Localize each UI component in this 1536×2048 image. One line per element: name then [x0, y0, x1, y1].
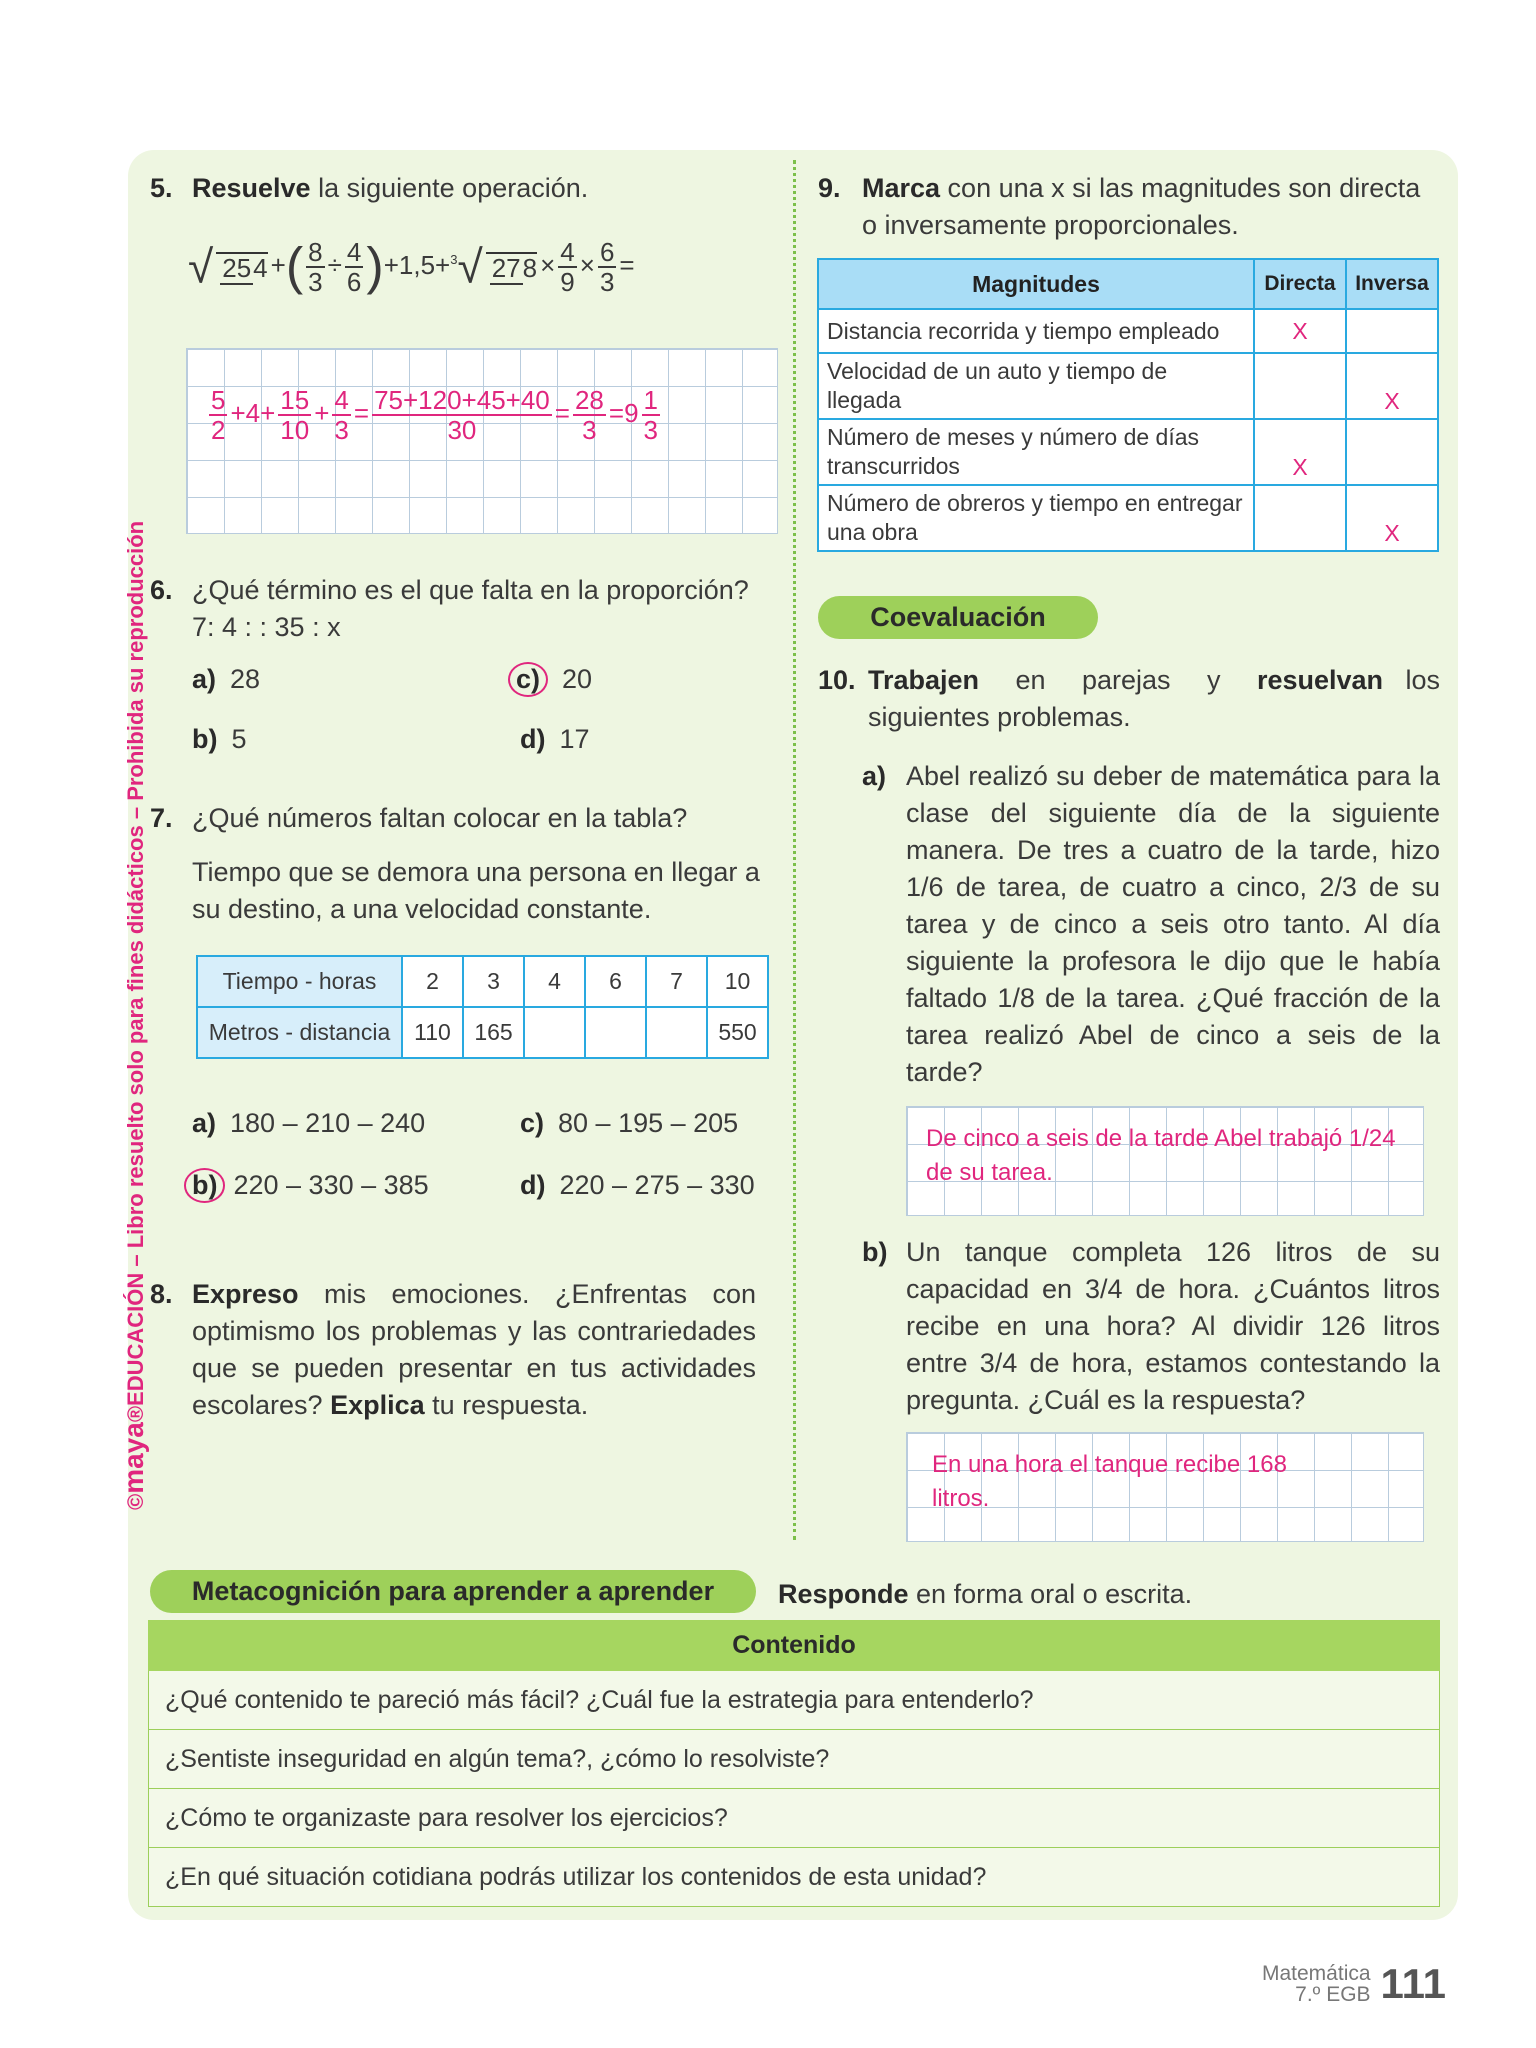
table-row: Distancia recorrida y tiempo empleado X — [818, 309, 1438, 353]
question-10: 10. Trabajen en parejas y resuelvan los siguientes problemas. — [818, 665, 1440, 732]
q6-option-c[interactable]: c) 20 — [508, 662, 592, 697]
page-footer: Matemática 7.º EGB 111 — [1262, 1960, 1446, 2007]
q5-answer: $\frac{5}{2}$ +4+ $\frac{15}{10}$ + $\frac{4}{3}$ = $\frac{75+120+45+40}{30}$ = $\frac{28}{3}$ =9 $\frac{1}{3}$ — [211, 385, 658, 445]
page-number: 111 — [1380, 1960, 1446, 2007]
magnitudes-table — [817, 258, 1439, 552]
question-8: 8. Expreso mis emociones. ¿Enfrentas con optimismo los problemas y las contrariedades que se pueden presentar en tus actividades escolares? Explica tu respuesta. — [150, 1279, 756, 1420]
q10-part-a: a) Abel realizó su deber de matemática para la clase del siguiente día de la siguiente manera. De tres a cuatro de la tarde, hizo 1/6 de tarea, de cuatro a cinco, 2/3 de su tarea y de cinco a seis otro tanto. Al día siguiente la profesora le dijo que le había faltado 1/8 de la tarea. ¿Qué fracción de la tarea realizó Abel de cinco a seis de la tarde? — [862, 761, 1440, 1087]
q7-option-a[interactable]: a) 180 – 210 – 240 — [192, 1108, 426, 1138]
mark-cell[interactable]: X — [1346, 353, 1438, 419]
side-copyright: ©maya®EDUCACIÓN – Libro resuelto solo para fines didácticos – Prohibida su reproducción — [118, 520, 149, 1510]
table-row: ¿Qué contenido te pareció más fácil? ¿Cuál fue la estrategia para entenderlo? — [149, 1671, 1440, 1730]
content-table — [148, 1620, 1440, 1907]
mark-cell[interactable]: X — [1346, 485, 1438, 551]
metacognition-pill: Metacognición para aprender a aprender — [150, 1570, 756, 1613]
q7-option-b[interactable]: b) 220 – 330 – 385 — [184, 1168, 429, 1203]
mark-cell[interactable] — [1346, 309, 1438, 353]
q6-option-b[interactable]: b) 5 — [192, 724, 247, 754]
mark-cell[interactable] — [1346, 419, 1438, 485]
question-5: 5. Resuelve la siguiente operación. — [150, 173, 589, 203]
column-divider — [793, 160, 796, 1540]
mark-cell[interactable]: X — [1254, 309, 1346, 353]
table-row: Metros - distancia 110 165 550 — [197, 1007, 768, 1058]
table-row: Tiempo - horas 2 3 4 6 7 10 — [197, 956, 768, 1007]
table-row: Velocidad de un auto y tiempo de llegada X — [818, 353, 1438, 419]
question-6: 6. ¿Qué término es el que falta en la proporción? 7: 4 : : 35 : x — [150, 575, 749, 642]
q7-option-c[interactable]: c) 80 – 195 – 205 — [520, 1108, 739, 1138]
mark-cell[interactable] — [1254, 353, 1346, 419]
q10b-answer: En una hora el tanque recibe 168 litros. — [932, 1451, 1287, 1512]
mark-cell[interactable]: X — [1254, 419, 1346, 485]
table-row: Número de obreros y tiempo en entregar una obra X — [818, 485, 1438, 551]
question-9: 9. Marca con una x si las magnitudes son directa o inversamente proporcionales. — [818, 173, 1421, 240]
mark-cell[interactable] — [1254, 485, 1346, 551]
q10a-answer: De cinco a seis de la tarde Abel trabajó 1/24 de su tarea. — [926, 1125, 1396, 1186]
q6-option-d[interactable]: d) 17 — [520, 724, 590, 754]
q10-part-b: b) Un tanque completa 126 litros de su capacidad en 3/4 de hora. ¿Cuántos litros recibe en una hora? Al dividir 126 litros entre 3/4 de hora, estamos contestando la pregunta. ¿Cuál es la respuesta? — [862, 1237, 1440, 1415]
table-header: Magnitudes Directa Inversa — [818, 259, 1438, 309]
metacognition-instruction: Responde en forma oral o escrita. — [778, 1579, 1193, 1609]
table-row: ¿En qué situación cotidiana podrás utilizar los contenidos de esta unidad? — [149, 1848, 1440, 1907]
table-row: ¿Sentiste inseguridad en algún tema?, ¿cómo lo resolviste? — [149, 1730, 1440, 1789]
q7-description: Tiempo que se demora una persona en llegar a su destino, a una velocidad constante. — [192, 857, 760, 924]
time-distance-table — [196, 955, 769, 1059]
q6-option-a[interactable]: a) 28 — [192, 664, 261, 694]
coevaluation-pill: Coevaluación — [818, 596, 1098, 639]
table-row: Número de meses y número de días transcurridos X — [818, 419, 1438, 485]
q7-option-d[interactable]: d) 220 – 275 – 330 — [520, 1170, 755, 1200]
table-row: ¿Cómo te organizaste para resolver los ejercicios? — [149, 1789, 1440, 1848]
table-header: Contenido — [149, 1621, 1440, 1671]
question-7: 7. ¿Qué números faltan colocar en la tabla? — [150, 803, 688, 833]
q5-expression: √ 254 +( $\frac{8}{3}$ ÷ $\frac{4}{6}$ )+1,5+$^3$√ 278 × $\frac{4}{9}$ × $\frac{6}{3}$ = — [188, 237, 635, 297]
